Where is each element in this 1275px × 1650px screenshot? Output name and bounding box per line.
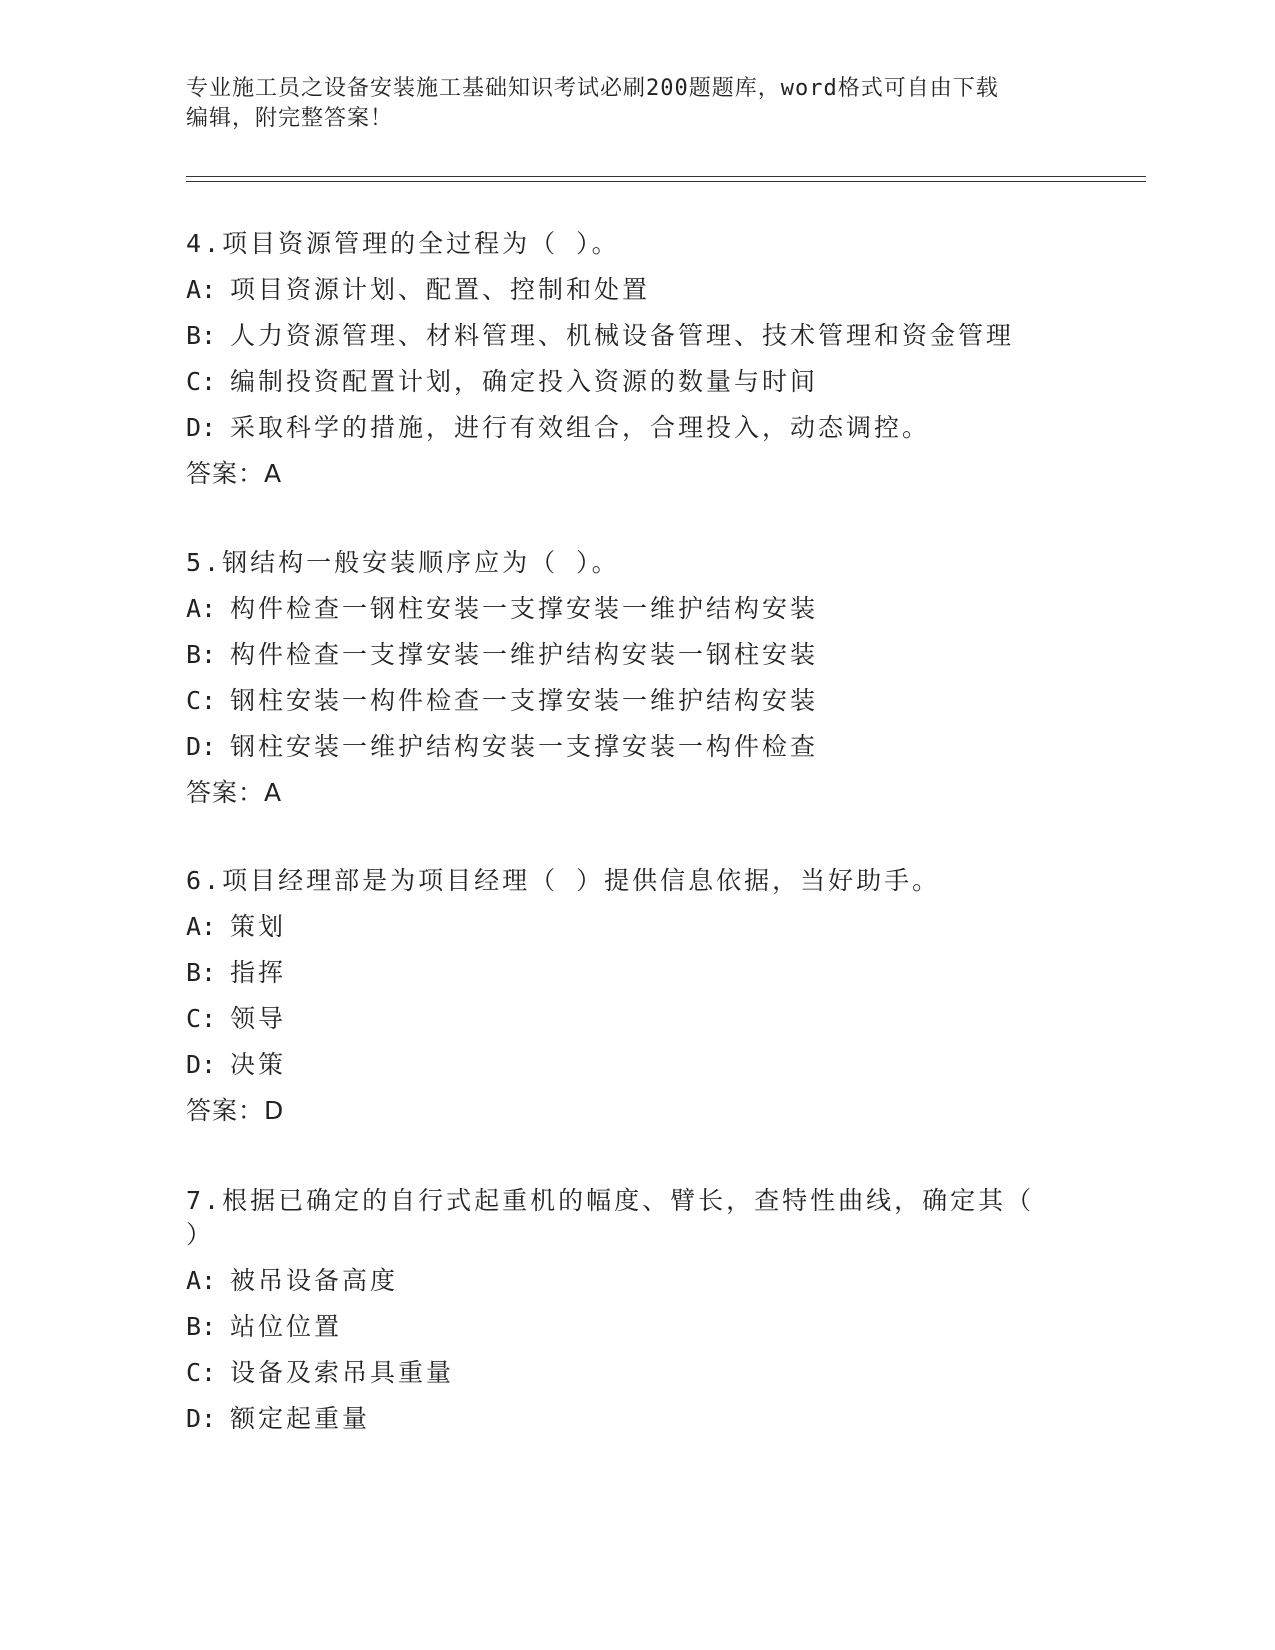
option-d bbox=[186, 405, 1066, 451]
option-b bbox=[186, 1304, 1066, 1350]
option-text: 钢柱安装一构件检查一支撑安装一维护结构安装 bbox=[230, 686, 819, 715]
option-text: 人力资源管理、材料管理、机械设备管理、技术管理和资金管理 bbox=[230, 321, 1015, 350]
option-d bbox=[186, 1042, 1066, 1088]
option-text: 站位位置 bbox=[230, 1312, 343, 1341]
header-line-1: 专业施工员之设备安装施工基础知识考试必刷200题题库，word格式可自由下载 bbox=[186, 76, 999, 101]
document-header bbox=[186, 74, 1086, 134]
option-letter: C: bbox=[186, 367, 217, 396]
option-letter: B: bbox=[186, 1312, 217, 1341]
question-7 bbox=[186, 1182, 1066, 1442]
option-c bbox=[186, 1350, 1066, 1396]
header-divider-bottom bbox=[186, 181, 1146, 182]
option-text: 构件检查一支撑安装一维护结构安装一钢柱安装 bbox=[230, 640, 819, 669]
option-text: 领导 bbox=[230, 1004, 287, 1033]
option-text: 钢柱安装一维护结构安装一支撑安装一构件检查 bbox=[230, 732, 819, 761]
option-d bbox=[186, 724, 1066, 770]
option-letter: B: bbox=[186, 321, 217, 350]
option-text: 项目资源计划、配置、控制和处置 bbox=[230, 275, 651, 304]
question-stem: 7.根据已确定的自行式起重机的幅度、臂长，查特性曲线，确定其（ bbox=[186, 1186, 1035, 1215]
question-stem-continuation: ） bbox=[186, 1220, 215, 1249]
question-stem: 6.项目经理部是为项目经理（ ）提供信息依据，当好助手。 bbox=[186, 866, 941, 895]
answer-line: 答案：D bbox=[186, 1096, 285, 1125]
option-c bbox=[186, 678, 1066, 724]
header-line-2: 编辑，附完整答案！ bbox=[186, 106, 394, 131]
option-text: 采取科学的措施，进行有效组合，合理投入，动态调控。 bbox=[230, 413, 931, 442]
option-c bbox=[186, 996, 1066, 1042]
question-6 bbox=[186, 858, 1066, 1134]
option-text: 决策 bbox=[230, 1050, 287, 1079]
option-text: 设备及索吊具重量 bbox=[230, 1358, 455, 1387]
option-letter: C: bbox=[186, 1004, 217, 1033]
option-letter: D: bbox=[186, 732, 217, 761]
option-text: 策划 bbox=[230, 912, 287, 941]
option-letter: B: bbox=[186, 640, 217, 669]
option-letter: D: bbox=[186, 1050, 217, 1079]
question-4 bbox=[186, 221, 1066, 497]
option-b bbox=[186, 313, 1066, 359]
option-letter: A: bbox=[186, 275, 217, 304]
option-text: 被吊设备高度 bbox=[230, 1266, 399, 1295]
question-stem: 4.项目资源管理的全过程为（ ）。 bbox=[186, 229, 620, 258]
option-letter: D: bbox=[186, 1404, 217, 1433]
option-a bbox=[186, 904, 1066, 950]
answer-line: 答案：A bbox=[186, 778, 283, 807]
header-divider-top bbox=[186, 176, 1146, 177]
option-text: 构件检查一钢柱安装一支撑安装一维护结构安装 bbox=[230, 594, 819, 623]
option-a bbox=[186, 267, 1066, 313]
option-letter: A: bbox=[186, 594, 217, 623]
question-5 bbox=[186, 540, 1066, 816]
option-letter: B: bbox=[186, 958, 217, 987]
option-c bbox=[186, 359, 1066, 405]
option-b bbox=[186, 632, 1066, 678]
question-stem: 5.钢结构一般安装顺序应为（ ）。 bbox=[186, 548, 620, 577]
option-b bbox=[186, 950, 1066, 996]
option-letter: C: bbox=[186, 686, 217, 715]
option-letter: C: bbox=[186, 1358, 217, 1387]
option-letter: A: bbox=[186, 1266, 217, 1295]
answer-line: 答案：A bbox=[186, 459, 283, 488]
option-text: 编制投资配置计划，确定投入资源的数量与时间 bbox=[230, 367, 819, 396]
option-letter: A: bbox=[186, 912, 217, 941]
option-text: 额定起重量 bbox=[230, 1404, 371, 1433]
option-a bbox=[186, 1258, 1066, 1304]
option-letter: D: bbox=[186, 413, 217, 442]
option-d bbox=[186, 1396, 1066, 1442]
option-text: 指挥 bbox=[230, 958, 287, 987]
option-a bbox=[186, 586, 1066, 632]
